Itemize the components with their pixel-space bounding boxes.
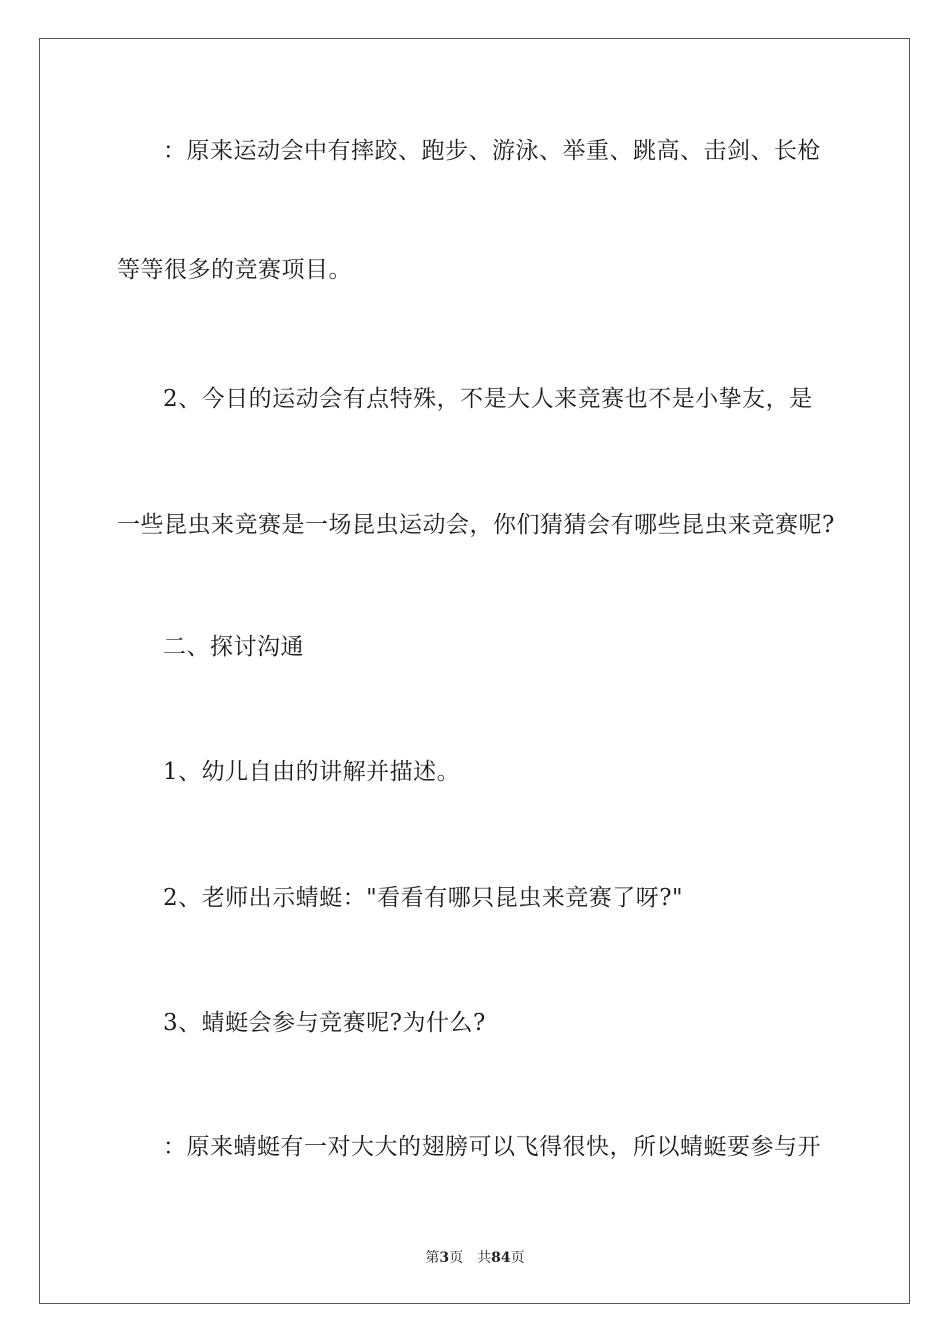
page-number: 3	[439, 1250, 450, 1266]
paragraph-line: ：原来蜻蜓有一对大大的翅膀可以飞得很快，所以蜻蜓要参与开	[163, 1134, 821, 1160]
paragraph-line: 3、蜻蜓会参与竞赛呢?为什么?	[163, 1010, 486, 1036]
paragraph-line: 2、今日的运动会有点特殊，不是大人来竞赛也不是小挚友，是	[163, 386, 813, 412]
paragraph-line: 1、幼儿自由的讲解并描述。	[163, 759, 461, 785]
total-pages: 84	[491, 1250, 511, 1266]
paragraph-line: 一些昆虫来竞赛是一场昆虫运动会，你们猜猜会有哪些昆虫来竞赛呢?	[117, 512, 835, 538]
total-suffix: 页	[510, 1250, 525, 1266]
page-footer	[0, 1247, 950, 1267]
total-prefix: 共	[477, 1250, 492, 1266]
page-border	[39, 38, 910, 1304]
section-heading: 二、探讨沟通	[163, 634, 304, 660]
page-prefix: 第	[425, 1250, 440, 1266]
paragraph-line: 等等很多的竞赛项目。	[117, 257, 352, 283]
paragraph-line: ：原来运动会中有摔跤、跑步、游泳、举重、跳高、击剑、长枪	[163, 138, 821, 164]
paragraph-line: 2、老师出示蜻蜓："看看有哪只昆虫来竞赛了呀?"	[163, 885, 684, 911]
page-suffix: 页	[449, 1250, 464, 1266]
